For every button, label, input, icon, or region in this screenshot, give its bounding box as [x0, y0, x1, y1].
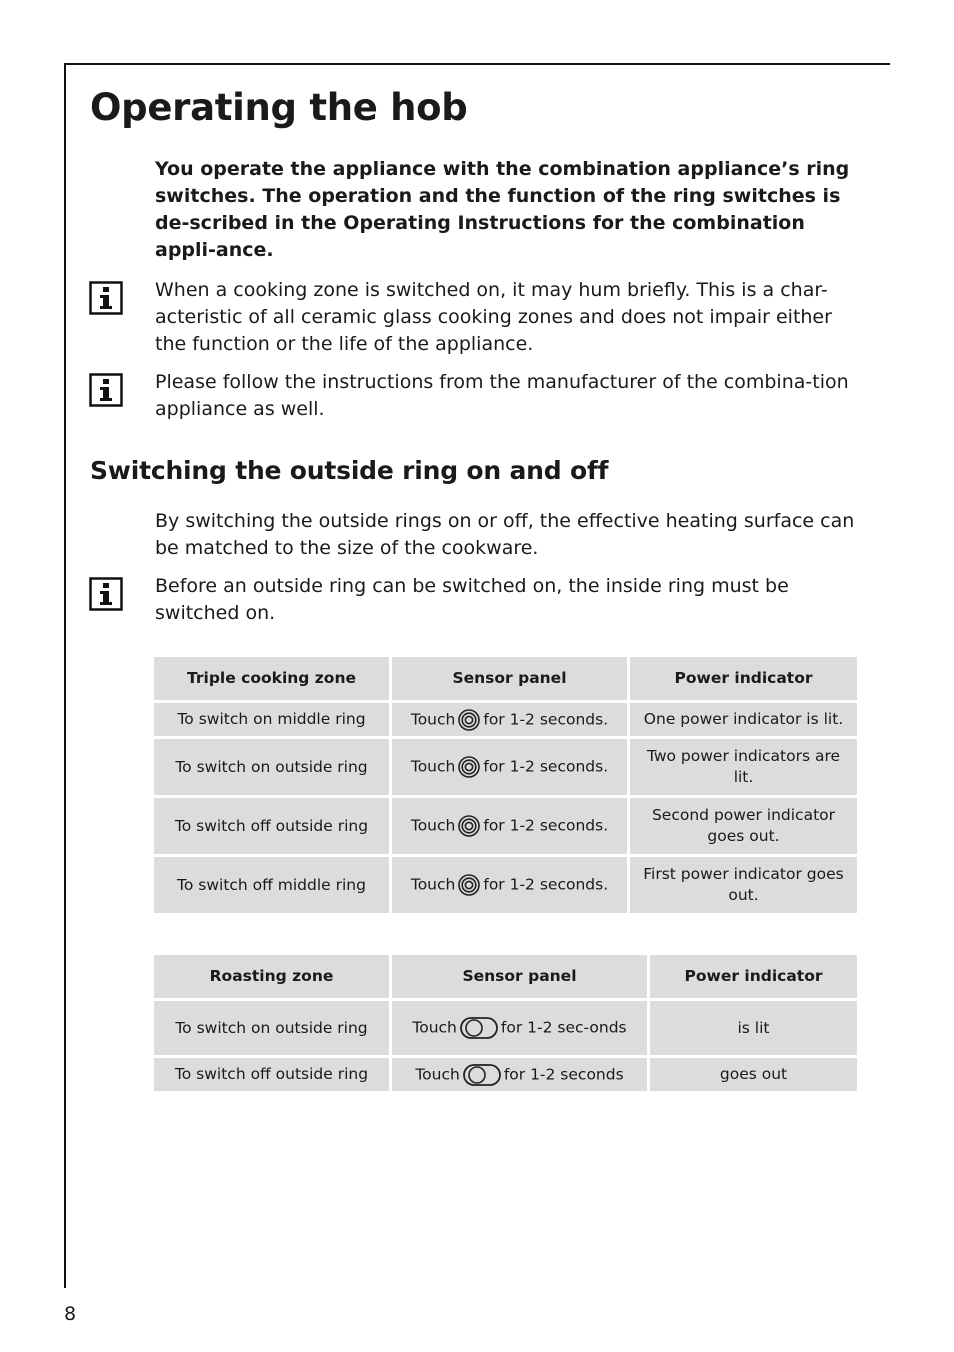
duration-label: for 1-2 seconds. — [483, 757, 609, 776]
top-rule — [64, 63, 890, 65]
triple-ring-icon — [458, 815, 480, 837]
indicator-cell: goes out — [650, 1058, 857, 1091]
touch-label: Touch — [410, 757, 456, 776]
note-hum: When a cooking zone is switched on, it may hum briefly. This is a char-acteristic of all ceramic glass cooking zones and does not impair either the function or the life of the appliance. — [155, 279, 832, 355]
table-row — [154, 798, 857, 854]
sensor-cell — [392, 703, 627, 736]
action-cell: To switch on middle ring — [154, 703, 389, 736]
sensor-cell — [392, 857, 627, 913]
duration-label: for 1-2 seconds. — [483, 875, 609, 894]
table-header: Triple cooking zone — [154, 657, 389, 700]
sensor-cell — [392, 1001, 647, 1055]
touch-label: Touch — [412, 1018, 457, 1037]
table-row — [154, 1058, 857, 1091]
action-cell: To switch off outside ring — [154, 1058, 389, 1091]
oval-roasting-ring-icon — [463, 1064, 501, 1086]
table-row — [154, 857, 857, 913]
table-row — [154, 739, 857, 795]
action-cell: To switch on outside ring — [154, 739, 389, 795]
info-icon — [89, 577, 123, 611]
page-number: 8 — [64, 1303, 77, 1325]
roasting-zone-table — [151, 952, 860, 1094]
page-title: Operating the hob — [90, 86, 468, 129]
table-row — [154, 703, 857, 736]
indicator-cell: First power indicator goes out. — [630, 857, 857, 913]
info-icon — [89, 281, 123, 315]
duration-label: for 1-2 seconds. — [483, 816, 609, 835]
indicator-cell: Two power indicators are lit. — [630, 739, 857, 795]
duration-label: for 1-2 seconds. — [483, 710, 609, 728]
table-header: Power indicator — [650, 955, 857, 998]
table-header: Sensor panel — [392, 657, 627, 700]
section-note: Before an outside ring can be switched on, the inside ring must be switched on. — [155, 575, 789, 624]
sensor-cell — [392, 798, 627, 854]
table-row — [154, 1001, 857, 1055]
table-header: Power indicator — [630, 657, 857, 700]
touch-label: Touch — [410, 816, 456, 835]
touch-label: Touch — [415, 1065, 460, 1083]
sensor-cell — [392, 1058, 647, 1091]
sensor-cell — [392, 739, 627, 795]
indicator-cell: One power indicator is lit. — [630, 703, 857, 736]
oval-roasting-ring-icon — [460, 1017, 498, 1039]
duration-label: for 1-2 seconds — [503, 1065, 624, 1083]
section-text: By switching the outside rings on or off, the effective heating surface can be matched to the size of the cookware. — [155, 510, 855, 559]
triple-ring-icon — [458, 874, 480, 896]
touch-label: Touch — [410, 710, 456, 728]
action-cell: To switch off middle ring — [154, 857, 389, 913]
note-manufacturer: Please follow the instructions from the manufacturer of the combina-tion appliance as well. — [155, 371, 849, 420]
section-title: Switching the outside ring on and off — [90, 456, 609, 485]
triple-zone-table — [151, 654, 860, 916]
left-rule — [64, 63, 66, 1288]
indicator-cell: is lit — [650, 1001, 857, 1055]
touch-label: Touch — [410, 875, 456, 894]
info-icon — [89, 373, 123, 407]
table-header: Sensor panel — [392, 955, 647, 998]
table-header-row — [154, 657, 857, 700]
triple-ring-icon — [458, 709, 480, 731]
triple-ring-icon — [458, 756, 480, 778]
table-header: Roasting zone — [154, 955, 389, 998]
duration-label: for 1-2 sec-onds — [500, 1018, 627, 1037]
action-cell: To switch off outside ring — [154, 798, 389, 854]
table-header-row — [154, 955, 857, 998]
action-cell: To switch on outside ring — [154, 1001, 389, 1055]
intro-text: You operate the appliance with the combination appliance’s ring switches. The operation and the function of the ring switches is de-scribed in the Operating Instructions for the combination appli-ance. — [155, 158, 850, 261]
indicator-cell: Second power indicator goes out. — [630, 798, 857, 854]
